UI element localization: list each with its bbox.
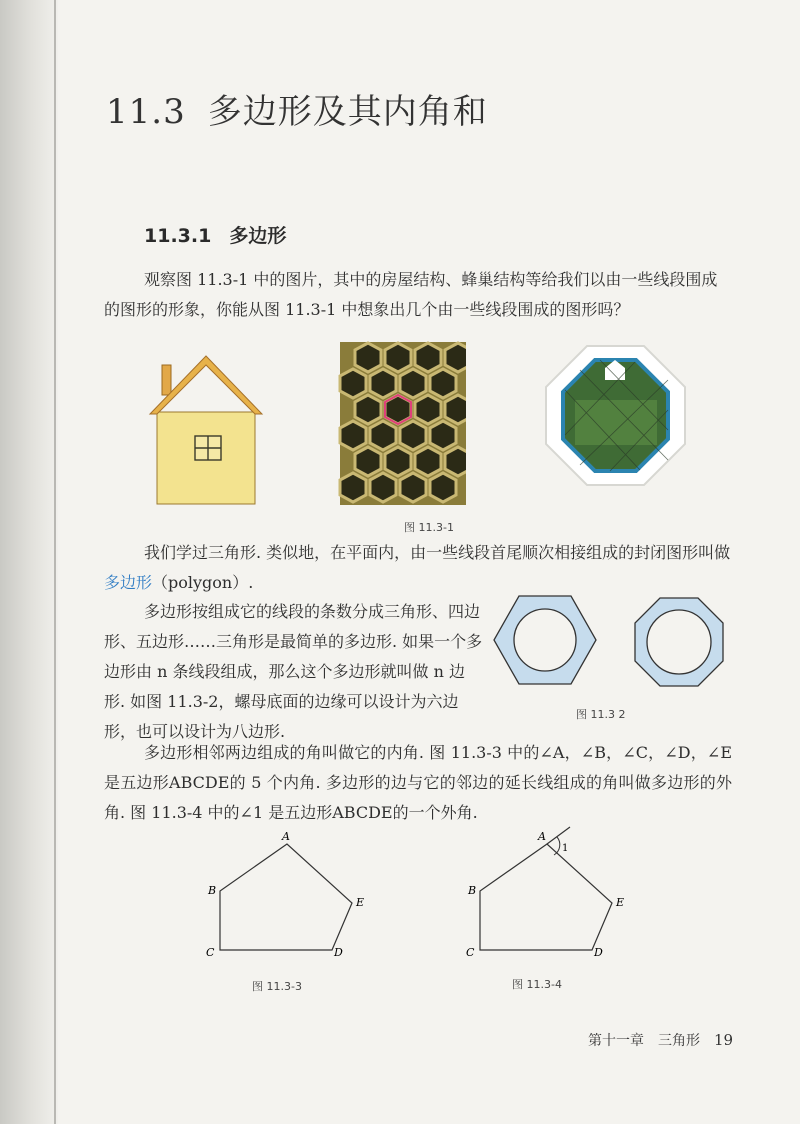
figure-2-caption: 图 11.3 2 <box>576 708 626 721</box>
section-number: 11.3 <box>106 92 186 132</box>
octagon-nut <box>635 598 723 686</box>
page-number: 19 <box>714 1031 734 1049</box>
vertex-label-b: B <box>468 884 477 897</box>
section-heading <box>106 84 488 133</box>
book-spine-shadow <box>0 0 58 1124</box>
figure-1-caption: 图 11.3-1 <box>404 521 454 534</box>
subsection-heading <box>144 221 286 248</box>
pentagon-abcde <box>480 844 612 950</box>
vertex-label-e: E <box>616 896 625 909</box>
hexagon-nut <box>494 596 596 684</box>
vertex-label-a: A <box>538 830 546 843</box>
section-title: 多边形及其内角和 <box>207 92 488 132</box>
term-polygon: 多边形 <box>104 573 153 592</box>
vertex-label-d: D <box>594 946 603 959</box>
paragraph-observe: 观察图 11.3-1 中的图片，其中的房屋结构、蜂巢结构等给我们以由一些线段围成的图形的形象，你能从图 11.3-1 中想象出几个由一些线段围成的图形吗？ <box>104 270 718 319</box>
subsection-number: 11.3.1 <box>144 225 212 247</box>
house-illustration <box>150 356 262 504</box>
figure-11-3-3 <box>200 826 380 961</box>
vertex-label-b: B <box>208 884 217 897</box>
vertex-label-c: C <box>206 946 215 959</box>
chapter-name: 第十一章 三角形 <box>588 1033 700 1049</box>
extended-side <box>547 827 570 844</box>
paragraph-classification: 多边形按组成它的线段的条数分成三角形、四边形、五边形……三角形是最简单的多边形. 如果一个多边形由 n 条线段组成，那么这个多边形就叫做 n 边形. 如图 11.3-2，螺母底面的边缘可以设计为六边形，也可以设计为八边形. <box>104 602 483 741</box>
figure-3-caption: 图 11.3-3 <box>252 980 302 993</box>
paragraph-definition <box>104 538 732 598</box>
definition-text-after: （polygon）. <box>152 573 254 592</box>
exterior-angle-arc <box>554 837 560 855</box>
figure-11-3-2 <box>490 592 730 692</box>
vertex-label-a: A <box>282 830 290 843</box>
page-footer <box>588 1030 733 1050</box>
angle-label-1: 1 <box>562 843 569 854</box>
figure-11-3-1 <box>140 340 740 515</box>
subsection-title: 多边形 <box>229 225 287 247</box>
figure-4-caption: 图 11.3-4 <box>512 978 562 991</box>
definition-text-before: 我们学过三角形. 类似地，在平面内，由一些线段首尾顺次相接组成的封闭图形叫做 <box>144 543 731 562</box>
vertex-label-e: E <box>356 896 365 909</box>
paragraph-angles: 多边形相邻两边组成的角叫做它的内角. 图 11.3-3 中的∠A，∠B，∠C，∠D，∠E 是五边形ABCDE的 5 个内角. 多边形的边与它的邻边的延长线组成的角叫做多边形的外角. 图 11.3-4 中的∠1 是五边形ABCDE的一个外角. <box>104 743 732 822</box>
honeycomb-photo <box>340 340 486 510</box>
gutter-line <box>54 0 56 1124</box>
figure-11-3-4 <box>460 822 640 962</box>
vertex-label-d: D <box>334 946 343 959</box>
octagon-window-photo <box>538 344 692 490</box>
vertex-label-c: C <box>466 946 475 959</box>
pentagon-abcde <box>220 844 352 950</box>
